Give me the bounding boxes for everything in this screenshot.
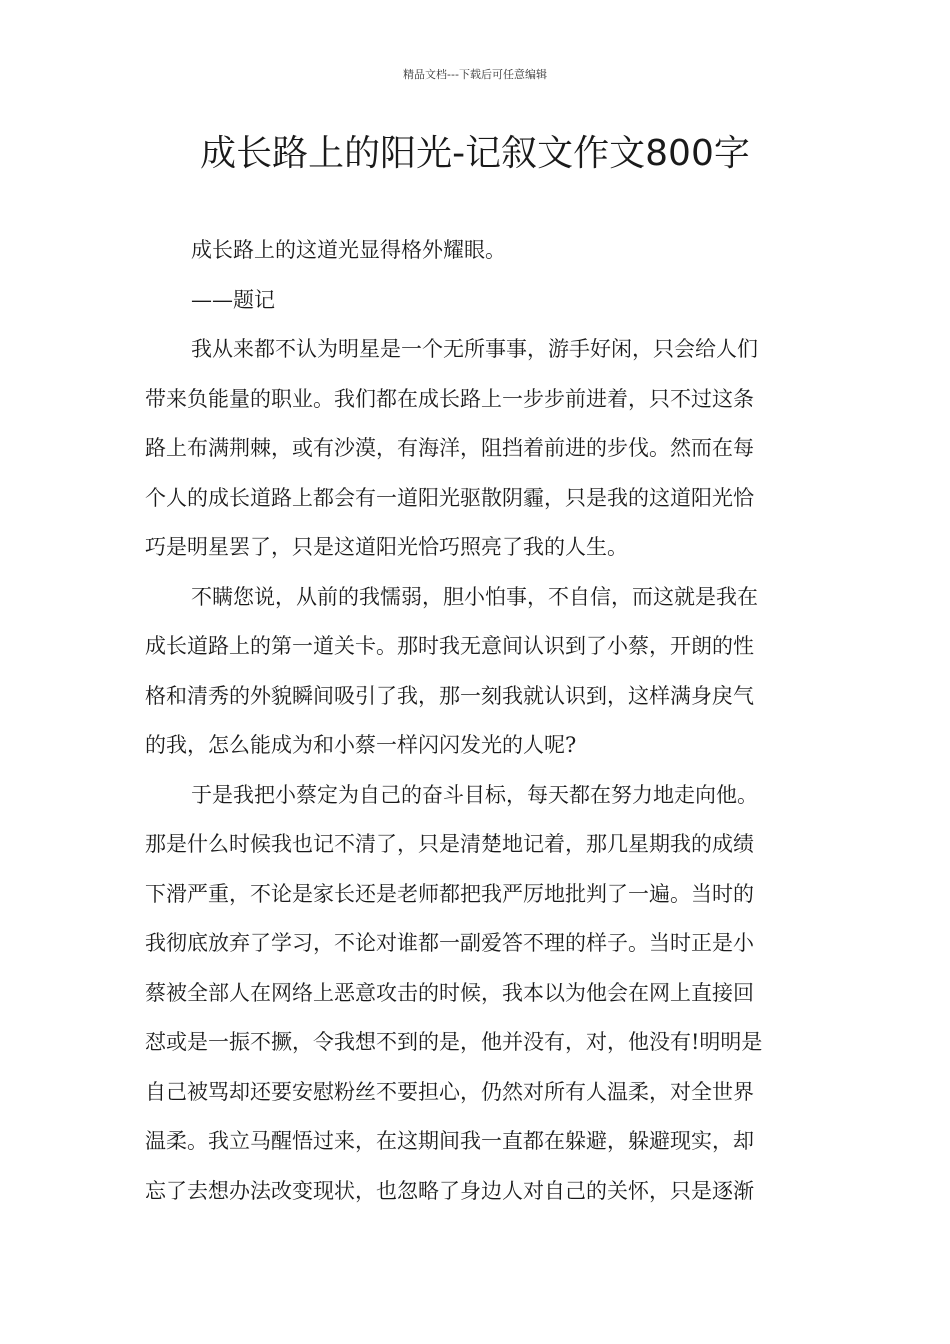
article-body [145,226,810,1216]
text-line: 蔡被全部人在网络上恶意攻击的时候，我本以为他会在网上直接回 [145,980,754,1005]
text-line: 成长道路上的第一道关卡。那时我无意间认识到了小蔡，开朗的性 [145,634,754,658]
text-line: 成长路上的这道光显得格外耀眼。 [191,238,506,262]
text-line: 下滑严重，不论是家长还是老师都把我严厉地批判了一遍。当时的 [145,881,754,906]
text-line: 我彻底放弃了学习，不论对谁都一副爱答不理的样子。当时正是小 [145,931,754,955]
text-line: 自己被骂却还要安慰粉丝不要担心，仍然对所有人温柔，对全世界 [145,1079,754,1104]
text-line: 个人的成长道路上都会有一道阳光驱散阴霾，只是我的这道阳光恰 [145,485,754,510]
text-line: 带来负能量的职业。我们都在成长路上一步步前进着，只不过这条 [145,386,754,411]
text-line: ——题记 [191,287,275,312]
text-line: 路上布满荆棘，或有沙漠，有海洋，阻挡着前进的步伐。然而在每 [145,436,754,460]
document-title: 成长路上的阳光-记叙文作文800字 [200,133,750,174]
text-line: 格和清秀的外貌瞬间吸引了我，那一刻我就认识到，这样满身戾气 [145,683,754,708]
text-line: 怼或是一振不撅，令我想不到的是，他并没有，对，他没有!明明是 [145,1030,763,1054]
text-line: 那是什么时候我也记不清了，只是清楚地记着，那几星期我的成绩 [145,832,754,856]
document-header-note: 精品文档---下载后可任意编辑 [403,68,547,81]
text-line: 的我，怎么能成为和小蔡一样闪闪发光的人呢? [145,733,577,757]
text-line: 忘了去想办法改变现状，也忽略了身边人对自己的关怀，只是逐渐 [145,1178,754,1203]
text-line: 温柔。我立马醒悟过来，在这期间我一直都在躲避，躲避现实，却 [145,1129,754,1153]
text-line: 不瞒您说，从前的我懦弱，胆小怕事，不自信，而这就是我在 [191,584,758,609]
text-line: 我从来都不认为明星是一个无所事事，游手好闲，只会给人们 [191,337,758,361]
text-line: 于是我把小蔡定为自己的奋斗目标，每天都在努力地走向他。 [191,782,758,807]
text-line: 巧是明星罢了，只是这道阳光恰巧照亮了我的人生。 [145,535,628,559]
